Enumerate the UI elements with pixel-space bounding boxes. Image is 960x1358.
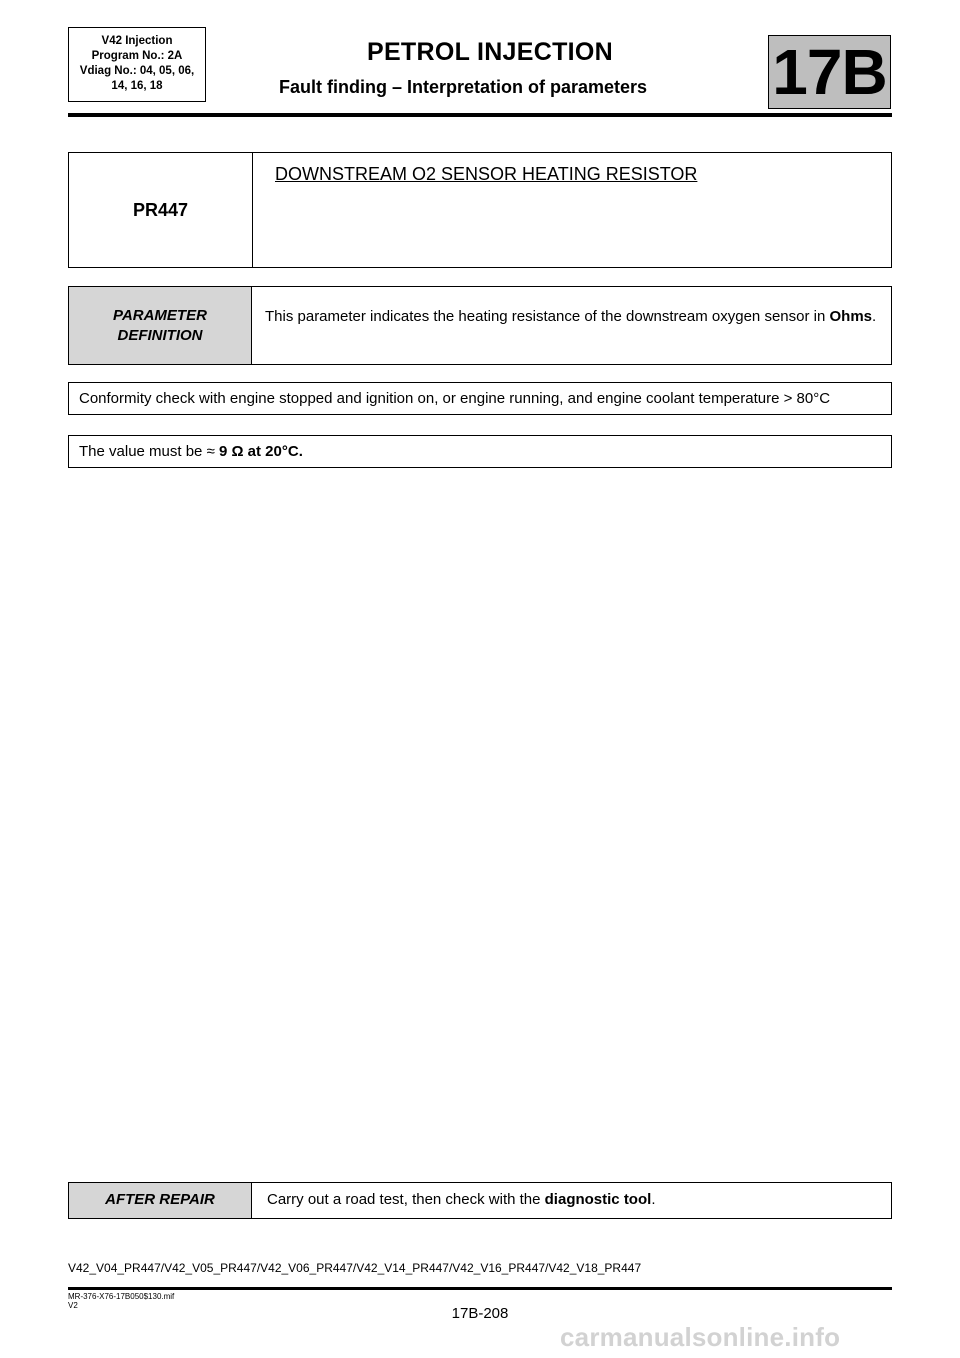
value-check-box — [68, 435, 892, 468]
definition-text: This parameter indicates the heating resistance of the downstream oxygen sensor in — [265, 308, 830, 325]
after-repair-label: AFTER REPAIR — [69, 1183, 252, 1218]
page-title: PETROL INJECTION — [366, 38, 614, 66]
parameter-code: PR447 — [69, 153, 253, 267]
value-check-value: 9 Ω at 20°C. — [218, 443, 303, 460]
value-check-text: The value must be ≈ — [79, 443, 219, 460]
definition-label-line: DEFINITION — [117, 327, 203, 344]
page-number: 17B-208 — [451, 1305, 509, 1322]
page-subtitle: Fault finding – Interpretation of parameters — [278, 77, 648, 97]
conformity-check-box — [68, 382, 892, 415]
section-code-badge: 17B — [768, 35, 891, 109]
definition-unit: Ohms — [829, 308, 872, 325]
after-repair-text-end: . — [651, 1191, 656, 1208]
parameter-references: V42_V04_PR447/V42_V05_PR447/V42_V06_PR447/V42_V14_PR447/V42_V16_PR447/V42_V18_PR447 — [68, 1261, 642, 1275]
watermark: carmanualsonline.info — [560, 1322, 841, 1352]
conformity-check-text: Conformity check with engine stopped and ignition on, or engine running, and engine coolant temperature > 80°C — [79, 390, 831, 407]
after-repair-instruction: Carry out a road test, then check with the — [267, 1191, 545, 1208]
after-repair-table — [68, 1182, 892, 1219]
parameter-definition-label — [69, 287, 252, 364]
parameter-title: DOWNSTREAM O2 SENSOR HEATING RESISTOR — [275, 164, 698, 184]
footer-divider — [68, 1287, 892, 1290]
parameter-definition-text — [265, 307, 885, 327]
vehicle-info-line: 14, 16, 18 — [111, 80, 163, 92]
footer-file-info — [68, 1292, 174, 1310]
after-repair-text — [267, 1191, 655, 1208]
document-version: V2 — [68, 1301, 78, 1310]
parameter-definition-table — [68, 286, 892, 365]
mif-file-name: MR-376-X76-17B050$130.mif — [68, 1292, 175, 1301]
vehicle-info-line: V42 Injection — [101, 35, 173, 47]
header-divider — [68, 113, 892, 117]
definition-text-end: . — [872, 308, 877, 325]
vehicle-info-line: Vdiag No.: 04, 05, 06, — [79, 65, 195, 77]
parameter-header-table — [68, 152, 892, 268]
definition-label-line: PARAMETER — [113, 307, 207, 324]
vehicle-info-box — [68, 27, 206, 102]
after-repair-tool: diagnostic tool — [544, 1191, 652, 1208]
vehicle-info-line: Program No.: 2A — [91, 50, 183, 62]
